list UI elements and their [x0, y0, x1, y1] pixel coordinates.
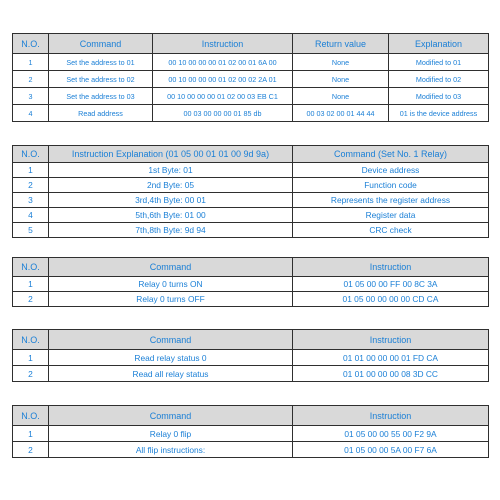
table-row: [13, 292, 489, 307]
cell-no: 4: [13, 208, 49, 223]
cell-explanation: Modified to 01: [389, 54, 489, 71]
cell-no: 2: [13, 71, 49, 88]
relay-flip-table: [12, 405, 489, 458]
instruction-explanation-table: [12, 145, 489, 238]
cell-byte: 1st Byte: 01: [49, 163, 293, 178]
cell-no: 3: [13, 193, 49, 208]
cell-no: 3: [13, 88, 49, 105]
table-header-row: [13, 146, 489, 163]
header-instruction: Instruction: [153, 34, 293, 54]
cell-command: Set the address to 02: [49, 71, 153, 88]
cell-command: Set the address to 01: [49, 54, 153, 71]
cell-instruction: 01 01 00 00 00 08 3D CC: [293, 366, 489, 382]
table-row: [13, 178, 489, 193]
cell-command: Set the address to 03: [49, 88, 153, 105]
header-command: Command: [49, 330, 293, 350]
table-row: [13, 208, 489, 223]
cell-no: 4: [13, 105, 49, 122]
cell-instruction: 01 01 00 00 00 01 FD CA: [293, 350, 489, 366]
header-no: N.O.: [13, 406, 49, 426]
header-command: Command: [49, 406, 293, 426]
cell-no: 2: [13, 442, 49, 458]
cell-byte: 2nd Byte: 05: [49, 178, 293, 193]
cell-command: Read all relay status: [49, 366, 293, 382]
table-header-row: [13, 258, 489, 277]
header-command: Command: [49, 258, 293, 277]
table-row: [13, 54, 489, 71]
relay-status-table: [12, 329, 489, 382]
cell-instruction: 00 10 00 00 00 01 02 00 01 6A 00: [153, 54, 293, 71]
cell-meaning: Function code: [293, 178, 489, 193]
header-instruction: Instruction: [293, 330, 489, 350]
cell-instruction: 00 03 00 00 00 01 85 db: [153, 105, 293, 122]
cell-command: All flip instructions:: [49, 442, 293, 458]
cell-explanation: Modified to 03: [389, 88, 489, 105]
header-instruction: Instruction: [293, 406, 489, 426]
cell-no: 2: [13, 178, 49, 193]
header-return-value: Return value: [293, 34, 389, 54]
relay-switch-table: [12, 257, 489, 307]
cell-no: 1: [13, 163, 49, 178]
cell-instruction: 01 05 00 00 55 00 F2 9A: [293, 426, 489, 442]
header-no: N.O.: [13, 34, 49, 54]
cell-no: 1: [13, 426, 49, 442]
table-row: [13, 442, 489, 458]
table-row: [13, 426, 489, 442]
cell-command: Relay 0 turns ON: [49, 277, 293, 292]
cell-no: 5: [13, 223, 49, 238]
cell-instruction: 01 05 00 00 5A 00 F7 6A: [293, 442, 489, 458]
header-instruction: Instruction: [293, 258, 489, 277]
cell-instruction: 01 05 00 00 FF 00 8C 3A: [293, 277, 489, 292]
cell-command: Read address: [49, 105, 153, 122]
table-header-row: [13, 406, 489, 426]
table-row: [13, 366, 489, 382]
cell-command: Read relay status 0: [49, 350, 293, 366]
header-no: N.O.: [13, 330, 49, 350]
cell-no: 1: [13, 54, 49, 71]
cell-return-value: None: [293, 88, 389, 105]
table-row: [13, 193, 489, 208]
cell-no: 2: [13, 366, 49, 382]
header-instruction-explanation: Instruction Explanation (01 05 00 01 01 00 9d 9a): [49, 146, 293, 163]
cell-return-value: None: [293, 71, 389, 88]
cell-no: 1: [13, 277, 49, 292]
cell-no: 1: [13, 350, 49, 366]
header-no: N.O.: [13, 146, 49, 163]
cell-command: Relay 0 flip: [49, 426, 293, 442]
cell-meaning: Represents the register address: [293, 193, 489, 208]
cell-byte: 7th,8th Byte: 9d 94: [49, 223, 293, 238]
cell-explanation: 01 is the device address: [389, 105, 489, 122]
cell-byte: 3rd,4th Byte: 00 01: [49, 193, 293, 208]
cell-meaning: Register data: [293, 208, 489, 223]
cell-byte: 5th,6th Byte: 01 00: [49, 208, 293, 223]
cell-meaning: Device address: [293, 163, 489, 178]
header-command: Command: [49, 34, 153, 54]
cell-instruction: 00 10 00 00 00 01 02 00 02 2A 01: [153, 71, 293, 88]
cell-explanation: Modified to 02: [389, 71, 489, 88]
cell-instruction: 00 10 00 00 00 01 02 00 03 EB C1: [153, 88, 293, 105]
table-row: [13, 71, 489, 88]
table-row: [13, 223, 489, 238]
cell-return-value: None: [293, 54, 389, 71]
header-explanation: Explanation: [389, 34, 489, 54]
table-header-row: [13, 330, 489, 350]
address-command-table: [12, 33, 489, 122]
table-row: [13, 277, 489, 292]
table-row: [13, 88, 489, 105]
table-row: [13, 350, 489, 366]
header-no: N.O.: [13, 258, 49, 277]
header-command-set-relay: Command (Set No. 1 Relay): [293, 146, 489, 163]
table-row: [13, 105, 489, 122]
cell-no: 2: [13, 292, 49, 307]
cell-return-value: 00 03 02 00 01 44 44: [293, 105, 389, 122]
table-row: [13, 163, 489, 178]
cell-meaning: CRC check: [293, 223, 489, 238]
cell-instruction: 01 05 00 00 00 00 CD CA: [293, 292, 489, 307]
cell-command: Relay 0 turns OFF: [49, 292, 293, 307]
table-header-row: [13, 34, 489, 54]
